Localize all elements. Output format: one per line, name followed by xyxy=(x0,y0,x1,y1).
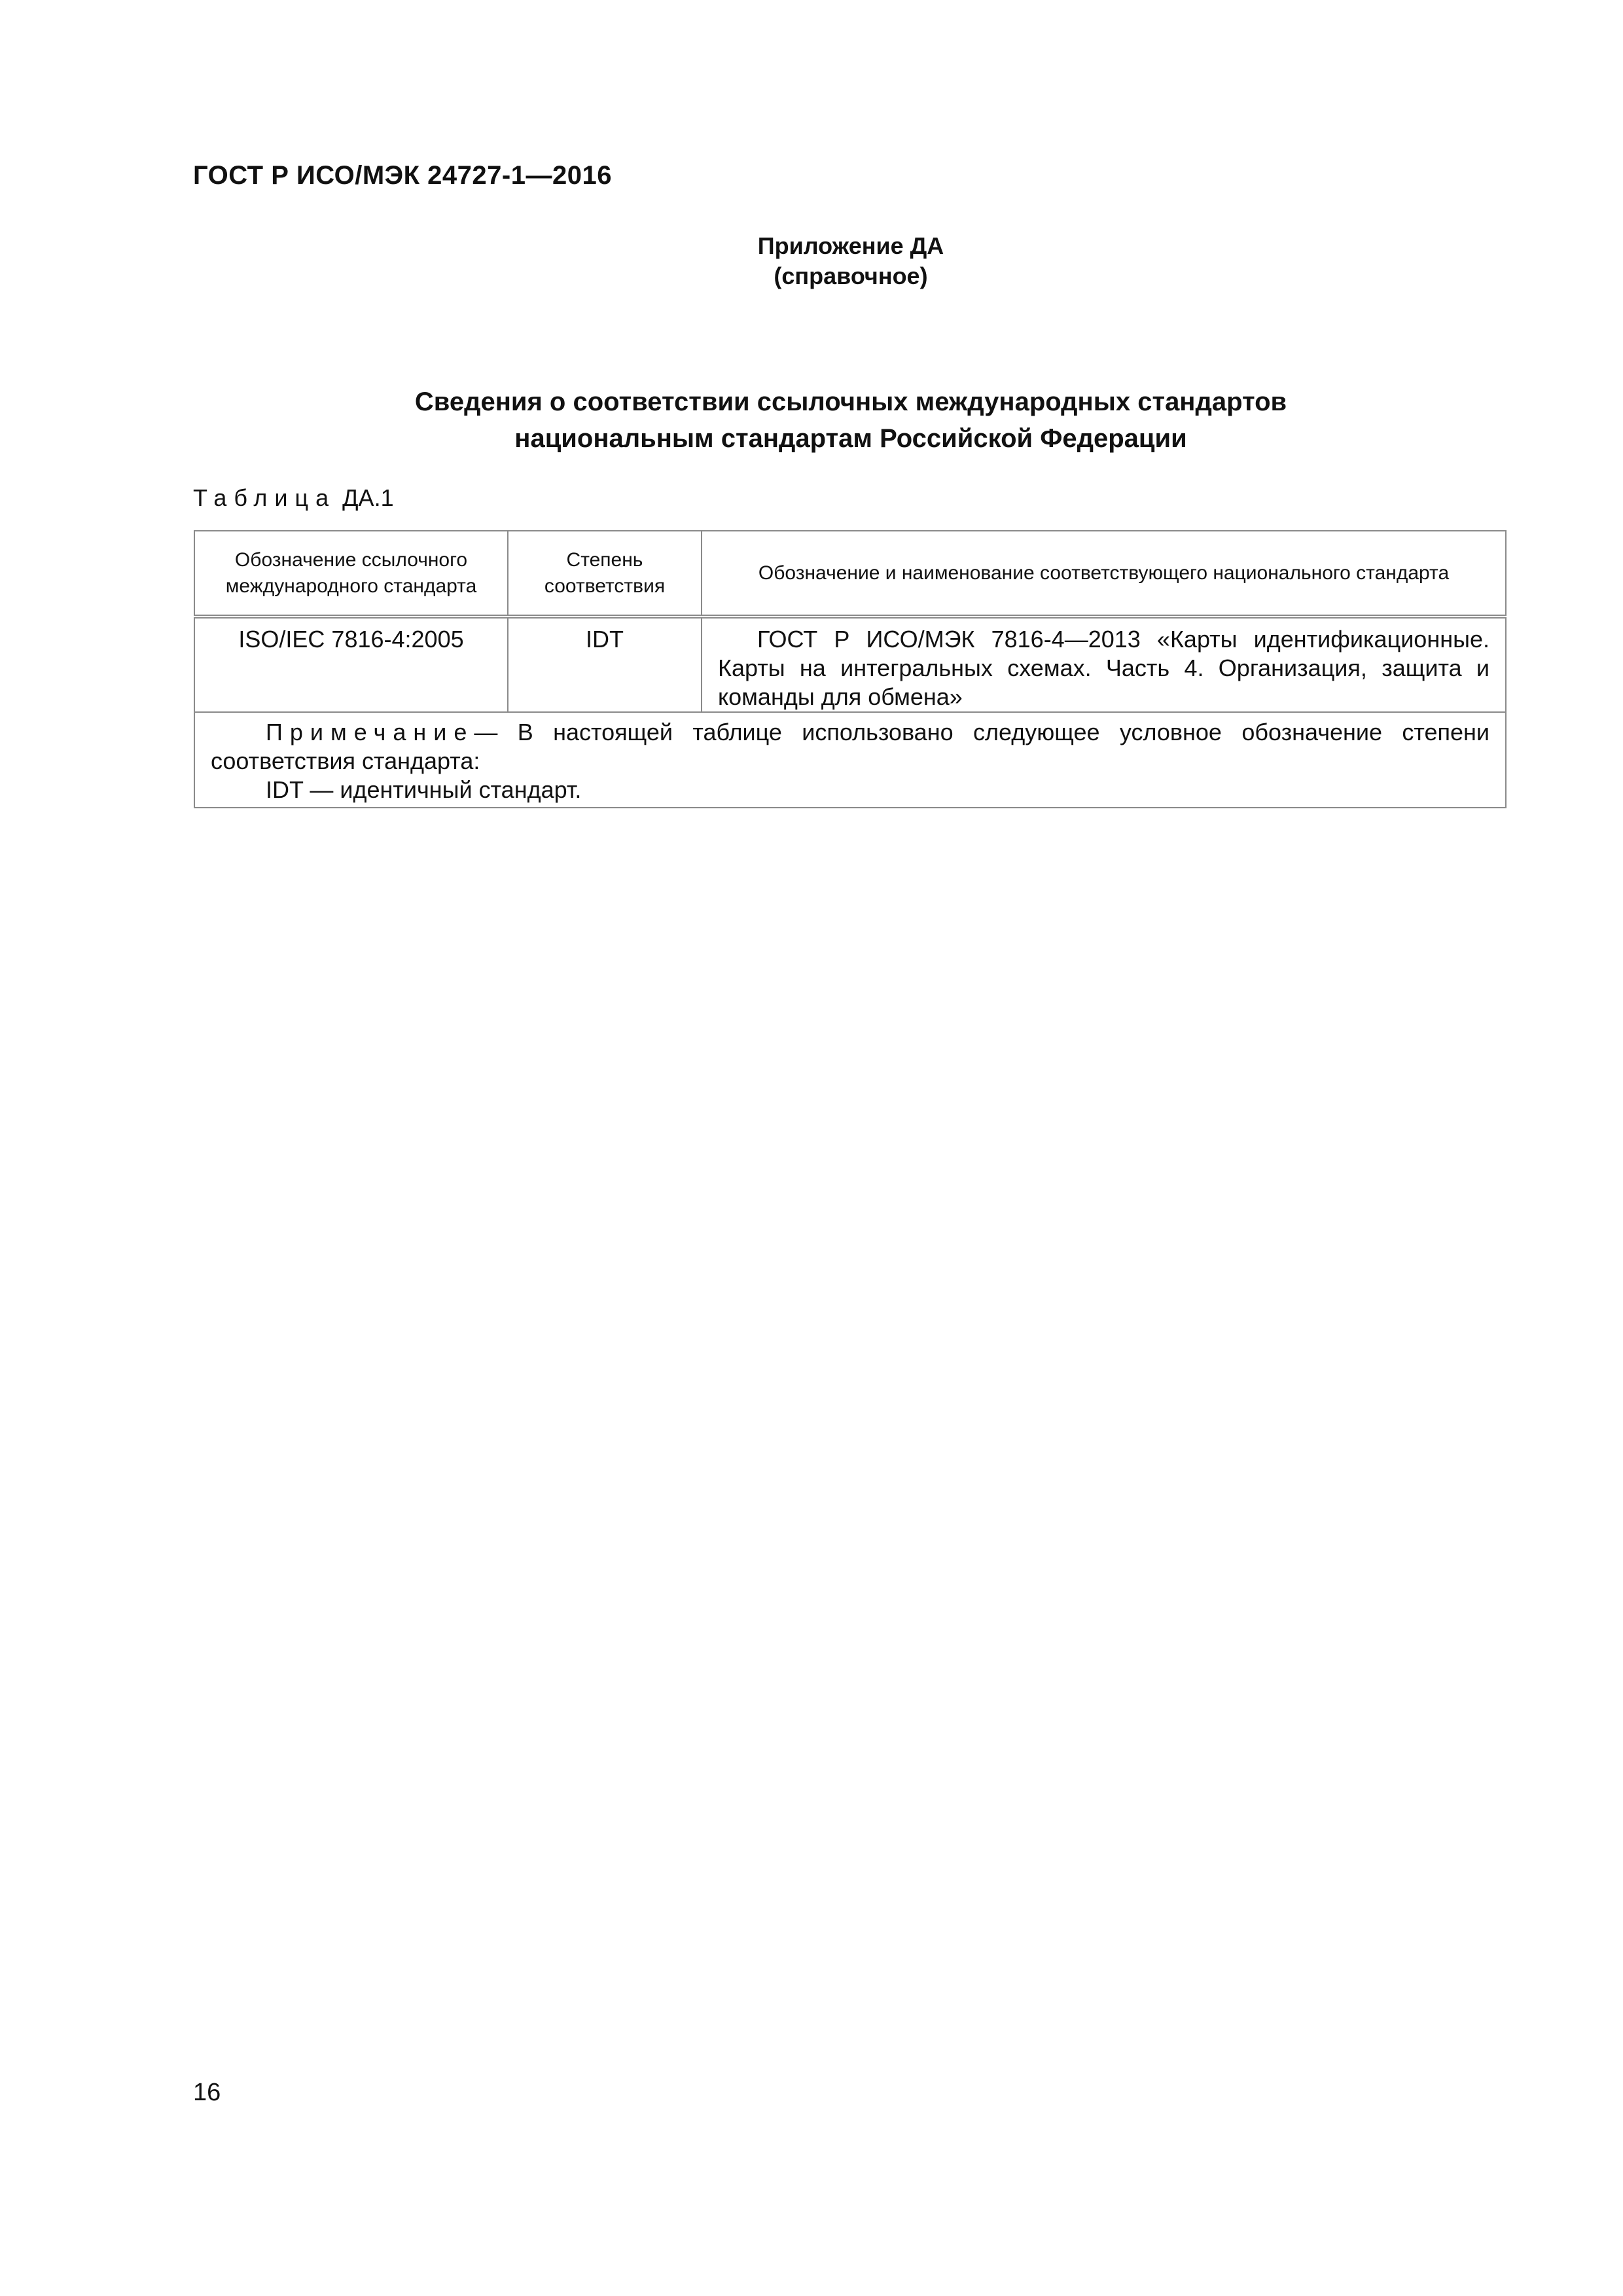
reference-standards-table xyxy=(194,530,1507,808)
note-paragraph xyxy=(211,718,1489,776)
document-code: ГОСТ Р ИСО/МЭК 24727-1—2016 xyxy=(193,161,612,190)
table-caption-word: Таблица xyxy=(193,484,336,511)
header-degree xyxy=(508,531,702,617)
cell-national-standard xyxy=(702,617,1506,712)
header-international-standard xyxy=(194,531,508,617)
header-national-standard: Обозначение и наименование соответствующего национального стандарта xyxy=(702,531,1506,617)
appendix-title: Приложение ДА xyxy=(757,232,944,259)
page-number: 16 xyxy=(193,2079,221,2106)
table-row xyxy=(194,617,1506,712)
table-note xyxy=(194,712,1506,808)
cell-international-standard: ISO/IEC 7816-4:2005 xyxy=(194,617,508,712)
table-caption-number: ДА.1 xyxy=(342,484,394,511)
cell-degree: IDT xyxy=(508,617,702,712)
table-caption xyxy=(193,484,394,512)
note-item: IDT — идентичный стандарт. xyxy=(266,776,582,803)
header-col2-line2: соответствия xyxy=(544,575,666,597)
note-text: — В настоящей таблице использовано следующее условное обозначение степени соответствия стандарта: xyxy=(211,719,1489,774)
header-col2-line1: Степень xyxy=(566,548,643,571)
header-col1-line1: Обозначение ссылочного xyxy=(234,548,468,571)
table-header-row xyxy=(194,531,1506,617)
table-note-row xyxy=(194,712,1506,808)
header-col1-line2: международного стандарта xyxy=(225,575,477,597)
section-title-line2: национальным стандартам Российской Федерации xyxy=(514,424,1187,453)
appendix-status: (справочное) xyxy=(774,262,928,289)
section-title-line1: Сведения о соответствии ссылочных международных стандартов xyxy=(414,387,1287,416)
note-label: Примечание xyxy=(266,719,474,745)
cell-national-standard-text: ГОСТ Р ИСО/МЭК 7816-4—2013 «Карты идентификационные. Карты на интегральных схемах. Часть 4. Организация, защита и команды для обмена» xyxy=(718,626,1489,710)
